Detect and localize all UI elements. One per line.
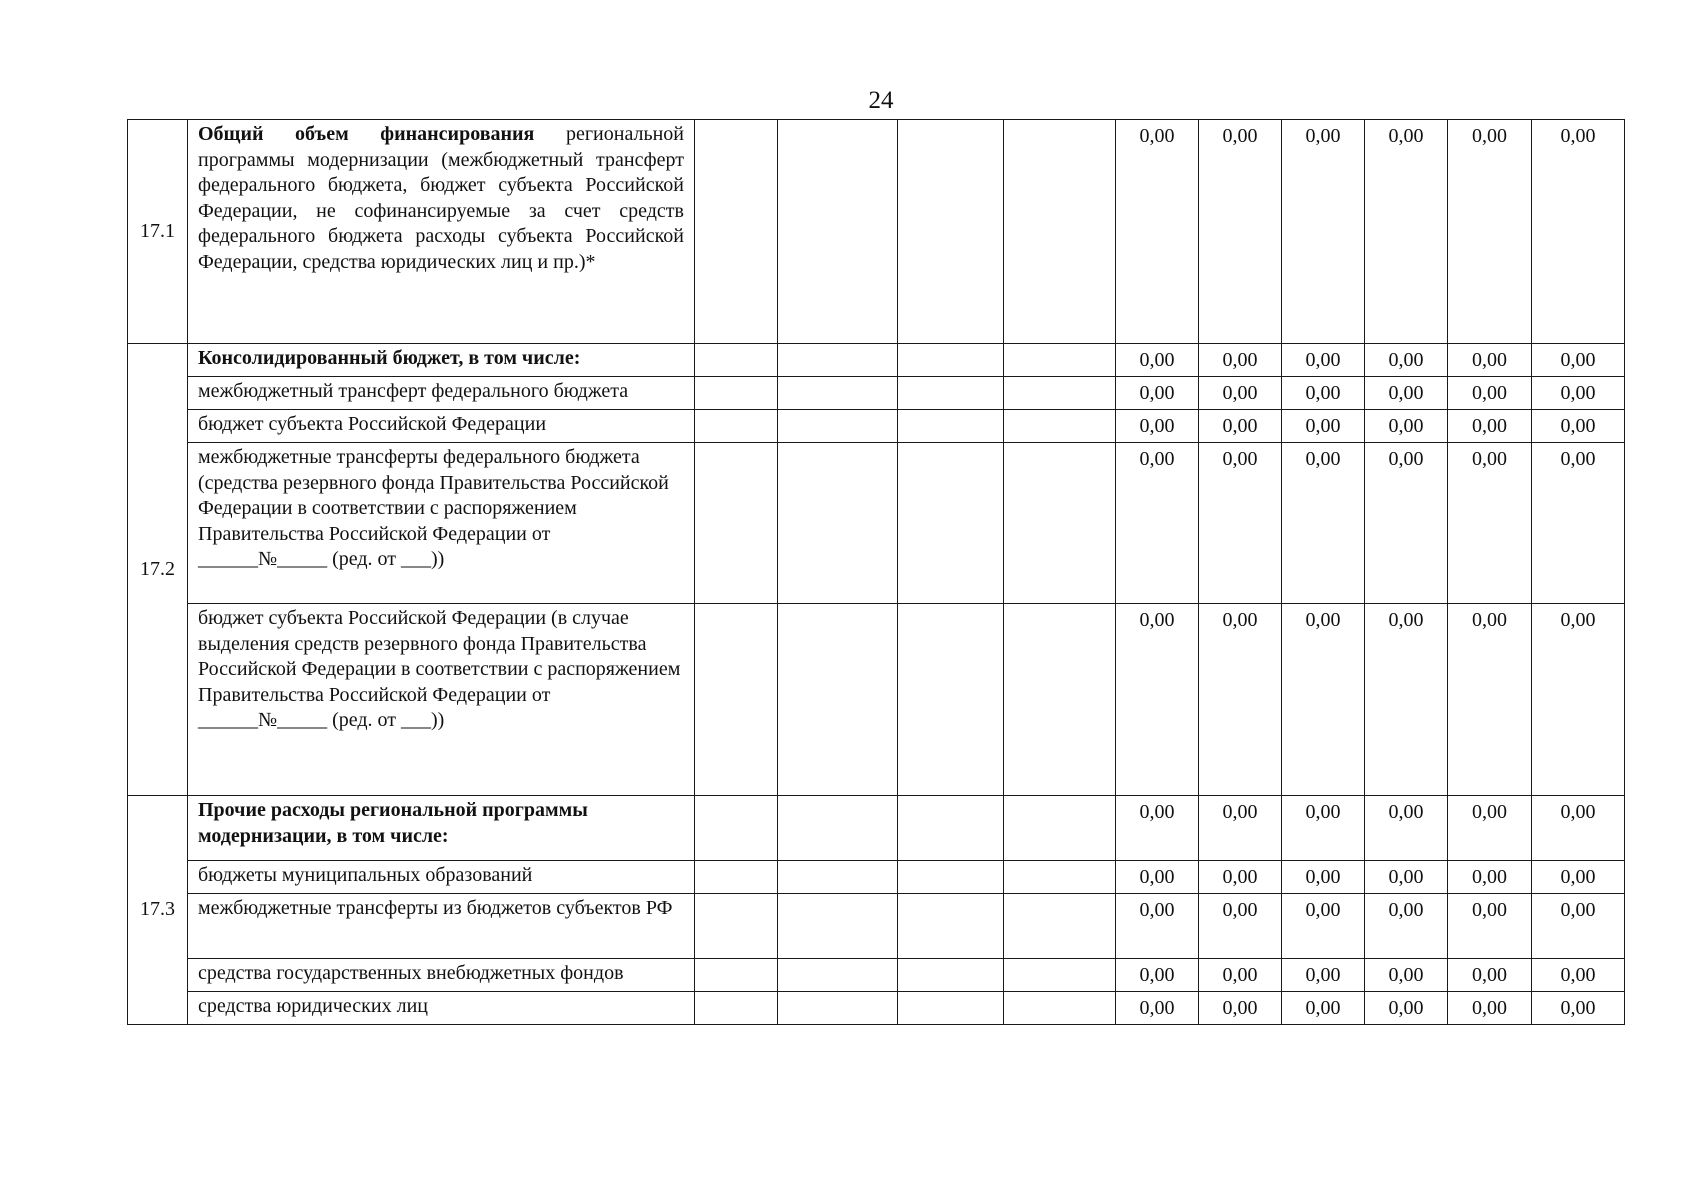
section-number: 17.1 (128, 120, 188, 344)
value-cell: 0,00 (1532, 894, 1625, 959)
value-cell: 0,00 (1282, 377, 1365, 410)
table-row (128, 410, 1625, 443)
value-cell: 0,00 (1448, 410, 1532, 443)
page-number: 24 (868, 87, 894, 114)
value-cell: 0,00 (1448, 992, 1532, 1025)
value-cell: 0,00 (1365, 992, 1448, 1025)
row-label: бюджет субъекта Российской Федерации (в случае выделения средств резервного фонда Правительства Российской Федерации в соответствии с распоряжением Правительства Российской Федерации от ______№_____ (ред. от ___)) (188, 604, 695, 796)
value-cell: 0,00 (1448, 861, 1532, 894)
row-label-bold: Общий объем финансирования (198, 123, 535, 145)
value-cell: 0,00 (1199, 604, 1282, 796)
row-label-bold: Консолидированный бюджет, в том числе: (198, 347, 581, 369)
value-cell: 0,00 (1532, 861, 1625, 894)
value-cell: 0,00 (1199, 992, 1282, 1025)
value-cell: 0,00 (1199, 344, 1282, 377)
value-cell: 0,00 (1116, 410, 1199, 443)
row-label: средства юридических лиц (188, 992, 695, 1025)
row-label (188, 796, 695, 861)
row-label: бюджеты муниципальных образований (188, 861, 695, 894)
value-cell: 0,00 (1532, 604, 1625, 796)
table-row (128, 992, 1625, 1025)
table-row (128, 796, 1625, 861)
value-cell: 0,00 (1116, 992, 1199, 1025)
value-cell: 0,00 (1532, 410, 1625, 443)
value-cell: 0,00 (1365, 377, 1448, 410)
row-label (188, 120, 695, 344)
value-cell: 0,00 (1116, 604, 1199, 796)
value-cell: 0,00 (1365, 344, 1448, 377)
row-label-rest: региональной программы модернизации (межбюджетный трансферт федерального бюджета, бюджет субъекта Российской Федерации, не софинансируемые за счет средств федерального бюджета расходы субъекта Российской Федерации, средства юридических лиц и пр.)* (198, 123, 684, 273)
table-row (128, 604, 1625, 796)
table-row (128, 120, 1625, 344)
value-cell: 0,00 (1365, 410, 1448, 443)
value-cell: 0,00 (1448, 604, 1532, 796)
value-cell: 0,00 (1448, 344, 1532, 377)
value-cell: 0,00 (1448, 894, 1532, 959)
value-cell: 0,00 (1532, 344, 1625, 377)
value-cell: 0,00 (1199, 796, 1282, 861)
row-label: межбюджетный трансферт федерального бюджета (188, 377, 695, 410)
table-row (128, 377, 1625, 410)
value-cell: 0,00 (1532, 377, 1625, 410)
value-cell: 0,00 (1116, 861, 1199, 894)
value-cell: 0,00 (1448, 377, 1532, 410)
value-cell: 0,00 (1365, 120, 1448, 344)
value-cell: 0,00 (1116, 959, 1199, 992)
value-cell: 0,00 (1116, 443, 1199, 604)
row-label: межбюджетные трансферты из бюджетов субъектов РФ (188, 894, 695, 959)
financing-table (127, 119, 1625, 1025)
value-cell: 0,00 (1116, 796, 1199, 861)
value-cell: 0,00 (1282, 796, 1365, 861)
value-cell: 0,00 (1282, 120, 1365, 344)
value-cell: 0,00 (1199, 894, 1282, 959)
value-cell: 0,00 (1282, 959, 1365, 992)
row-label: межбюджетные трансферты федерального бюджета (средства резервного фонда Правительства Российской Федерации в соответствии с распоряжением Правительства Российской Федерации от ______№_____ (ред. от ___)) (188, 443, 695, 604)
row-label: средства государственных внебюджетных фондов (188, 959, 695, 992)
value-cell: 0,00 (1116, 894, 1199, 959)
section-number: 17.3 (128, 796, 188, 1025)
value-cell: 0,00 (1199, 959, 1282, 992)
value-cell: 0,00 (1532, 443, 1625, 604)
value-cell: 0,00 (1365, 443, 1448, 604)
value-cell: 0,00 (1448, 443, 1532, 604)
value-cell: 0,00 (1532, 796, 1625, 861)
value-cell: 0,00 (1532, 120, 1625, 344)
row-label-bold: Прочие расходы региональной программы модернизации, в том числе: (198, 799, 588, 847)
value-cell: 0,00 (1199, 377, 1282, 410)
value-cell: 0,00 (1199, 410, 1282, 443)
value-cell: 0,00 (1448, 120, 1532, 344)
value-cell: 0,00 (1282, 604, 1365, 796)
table-row (128, 344, 1625, 377)
value-cell: 0,00 (1365, 604, 1448, 796)
value-cell: 0,00 (1365, 796, 1448, 861)
table-row (128, 861, 1625, 894)
value-cell: 0,00 (1282, 344, 1365, 377)
row-label: бюджет субъекта Российской Федерации (188, 410, 695, 443)
value-cell: 0,00 (1365, 861, 1448, 894)
table-row (128, 959, 1625, 992)
value-cell: 0,00 (1365, 959, 1448, 992)
value-cell: 0,00 (1116, 377, 1199, 410)
table-row (128, 443, 1625, 604)
value-cell: 0,00 (1199, 120, 1282, 344)
value-cell: 0,00 (1199, 861, 1282, 894)
value-cell: 0,00 (1365, 894, 1448, 959)
value-cell: 0,00 (1448, 796, 1532, 861)
value-cell: 0,00 (1116, 344, 1199, 377)
value-cell: 0,00 (1532, 959, 1625, 992)
table-row (128, 894, 1625, 959)
value-cell: 0,00 (1199, 443, 1282, 604)
section-number: 17.2 (128, 344, 188, 796)
value-cell: 0,00 (1116, 120, 1199, 344)
value-cell: 0,00 (1448, 959, 1532, 992)
value-cell: 0,00 (1282, 443, 1365, 604)
value-cell: 0,00 (1282, 861, 1365, 894)
value-cell: 0,00 (1532, 992, 1625, 1025)
value-cell: 0,00 (1282, 410, 1365, 443)
row-label (188, 344, 695, 377)
value-cell: 0,00 (1282, 992, 1365, 1025)
value-cell: 0,00 (1282, 894, 1365, 959)
